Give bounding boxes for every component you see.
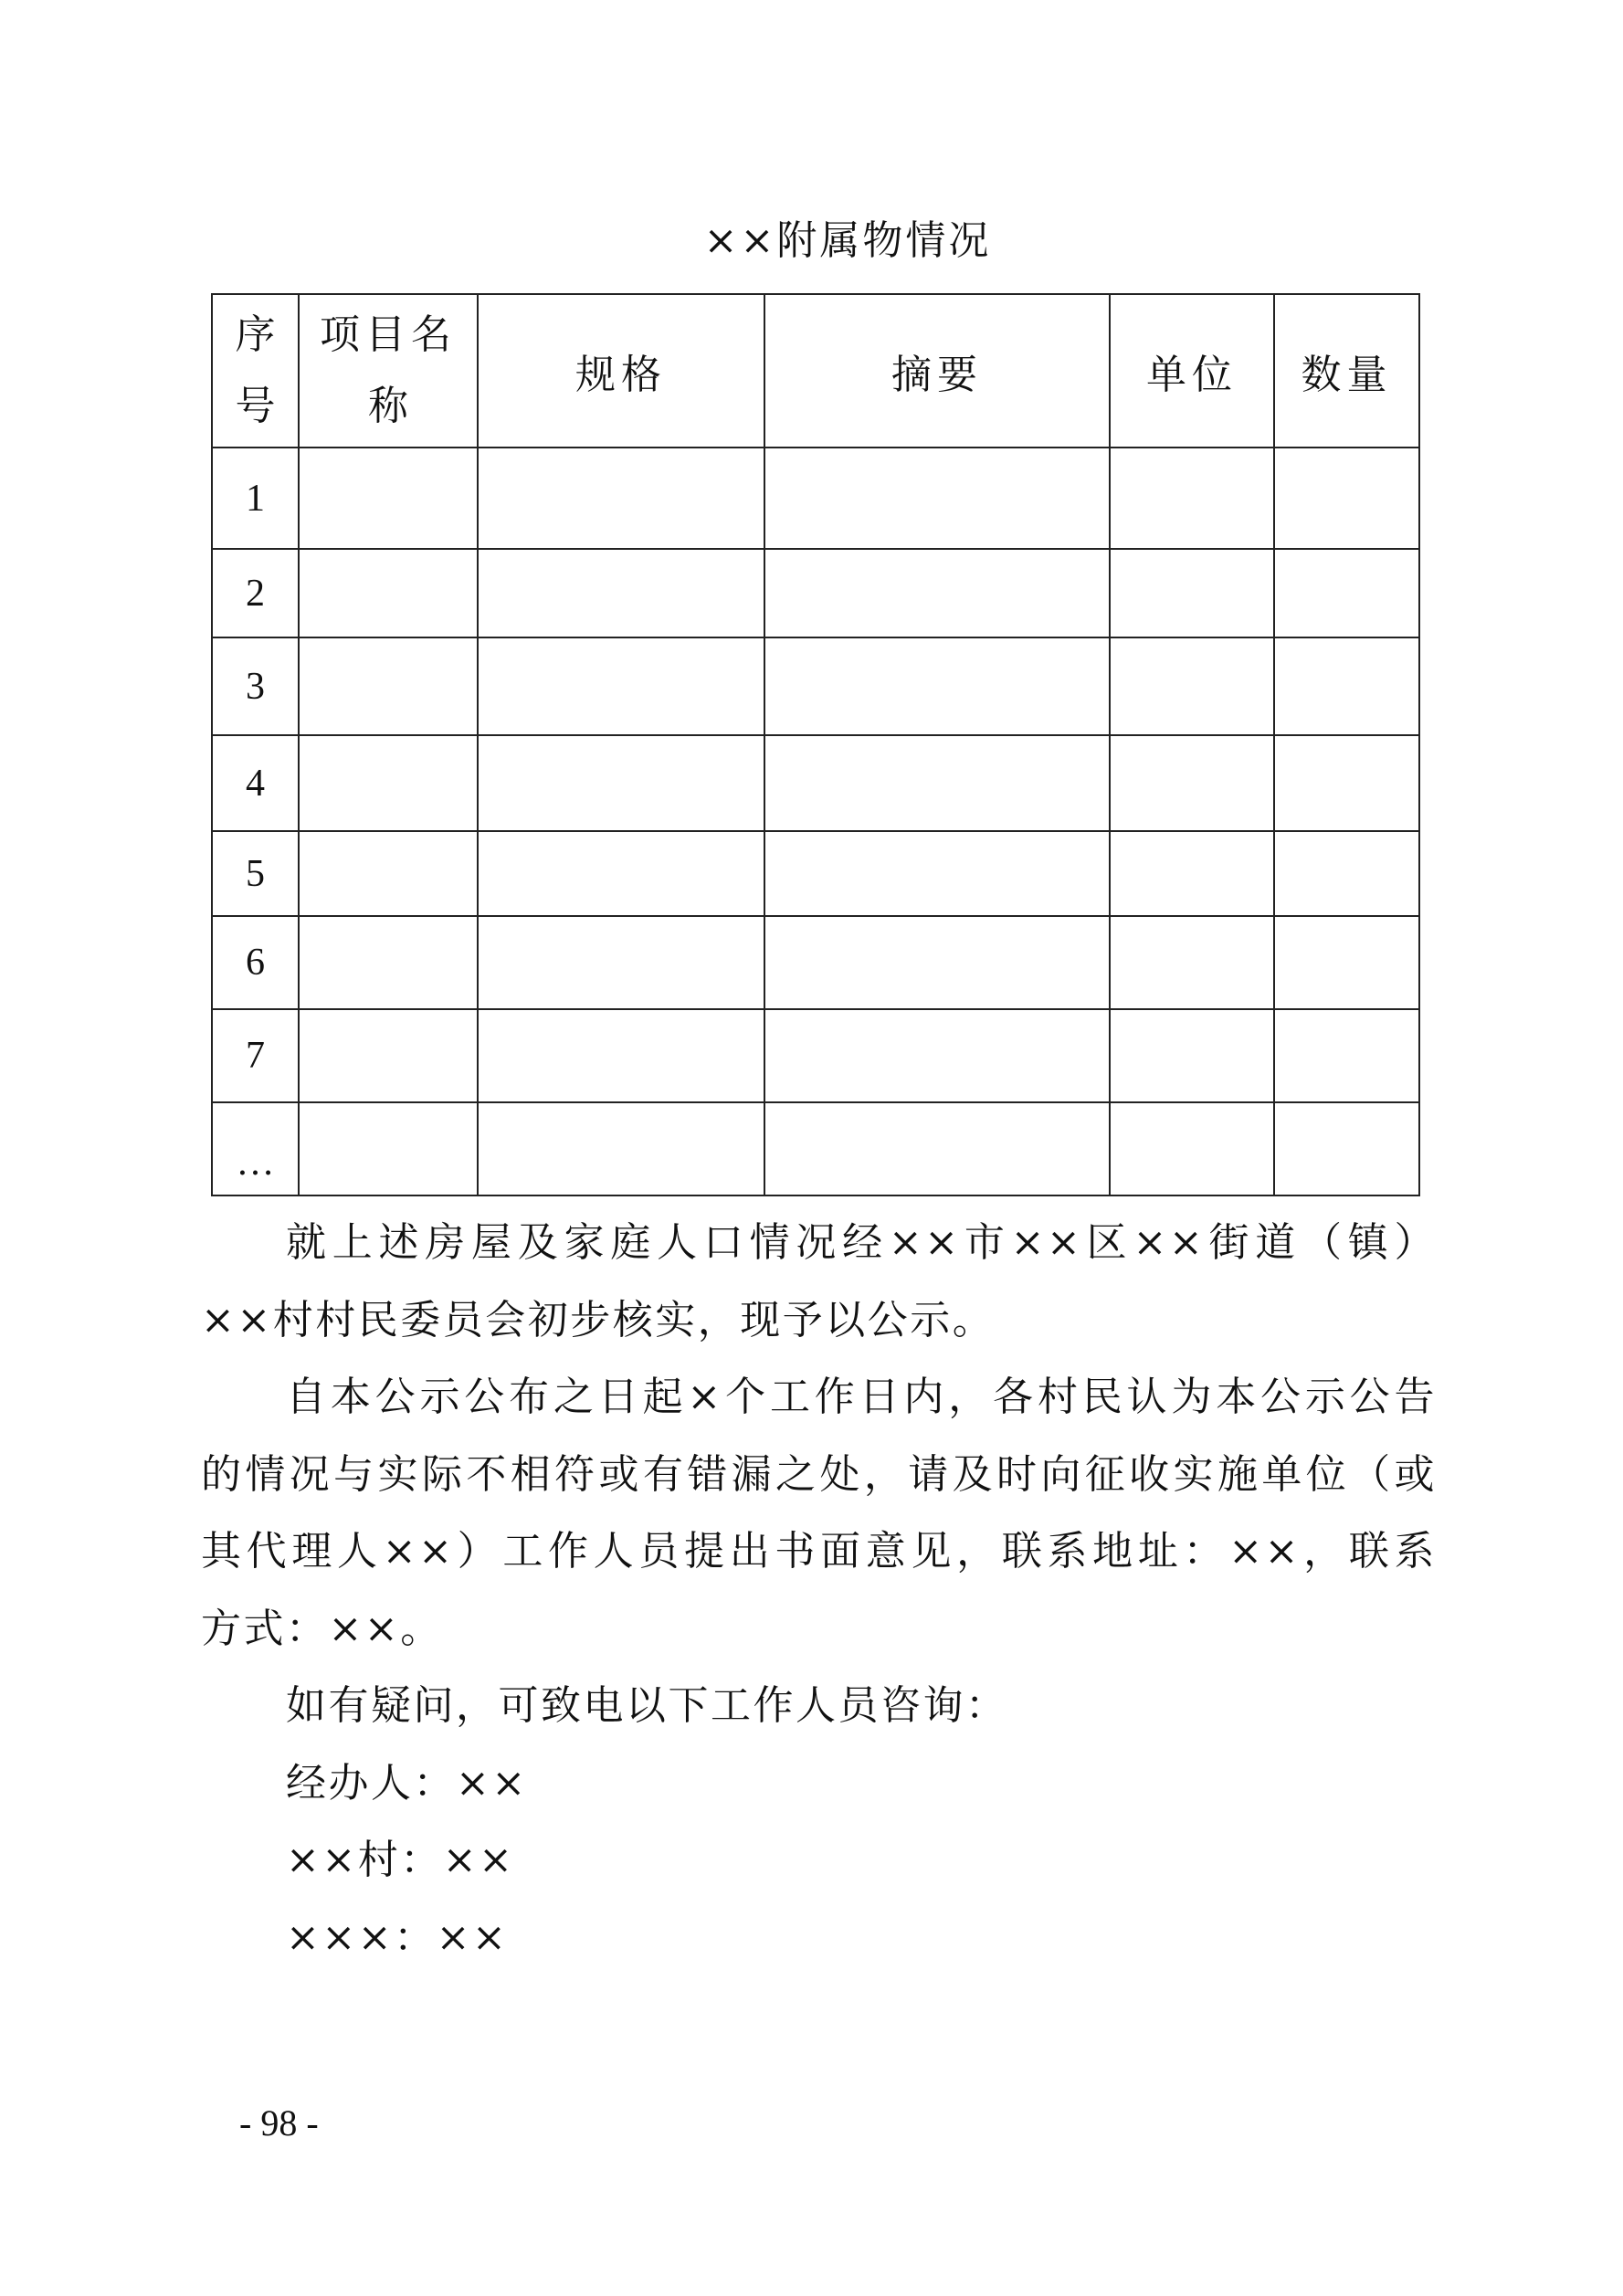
- paragraph-line: 的情况与实际不相符或有错漏之处，请及时向征收实施单位（或: [201, 1451, 1437, 1498]
- row-number: 2: [212, 549, 299, 637]
- row-number: 4: [212, 735, 299, 831]
- row-number: …: [212, 1102, 299, 1195]
- cell-specification: [478, 448, 764, 549]
- header-quantity: [1274, 294, 1419, 448]
- header-text: 摘要: [891, 352, 983, 398]
- table-row: [212, 549, 1419, 637]
- cell-summary: [764, 1102, 1110, 1195]
- header-item-name: [299, 294, 478, 448]
- cell-item-name: [299, 1102, 478, 1195]
- header-text: 单位: [1146, 352, 1238, 398]
- table-title: ××附属物情况: [703, 217, 992, 264]
- cell-item-name: [299, 549, 478, 637]
- cell-unit: [1110, 1009, 1274, 1102]
- paragraph-line: 就上述房屋及家庭人口情况经××市××区××街道（镇）: [286, 1219, 1437, 1266]
- header-text: 数量: [1301, 352, 1393, 398]
- cell-unit: [1110, 1102, 1274, 1195]
- header-text-line: 称: [368, 383, 408, 429]
- cell-summary: [764, 448, 1110, 549]
- cell-quantity: [1274, 735, 1419, 831]
- page-number: - 98 -: [239, 2102, 319, 2143]
- paragraph-line: 其代理人××）工作人员提出书面意见，联系地址：××，联系: [201, 1528, 1437, 1575]
- table-row: [212, 1102, 1419, 1195]
- row-number: 3: [212, 637, 299, 735]
- cell-summary: [764, 549, 1110, 637]
- cell-summary: [764, 637, 1110, 735]
- header-unit: [1110, 294, 1274, 448]
- cell-unit: [1110, 916, 1274, 1009]
- header-serial-number: [212, 294, 299, 448]
- attachments-table: [211, 293, 1420, 1196]
- cell-summary: [764, 1009, 1110, 1102]
- header-summary: [764, 294, 1110, 448]
- header-specification: [478, 294, 764, 448]
- cell-specification: [478, 1009, 764, 1102]
- paragraph-line: 方式：××。: [201, 1606, 443, 1652]
- row-number: 1: [212, 448, 299, 549]
- cell-specification: [478, 637, 764, 735]
- cell-item-name: [299, 831, 478, 916]
- cell-quantity: [1274, 1009, 1419, 1102]
- cell-unit: [1110, 549, 1274, 637]
- row-number: 5: [212, 831, 299, 916]
- row-number: 7: [212, 1009, 299, 1102]
- cell-unit: [1110, 735, 1274, 831]
- cell-item-name: [299, 735, 478, 831]
- paragraph-line: 如有疑问，可致电以下工作人员咨询：: [286, 1682, 1008, 1729]
- contact-line: ×××：××: [286, 1914, 509, 1961]
- header-text-line: 序: [235, 311, 276, 358]
- cell-quantity: [1274, 637, 1419, 735]
- table-row: [212, 916, 1419, 1009]
- cell-quantity: [1274, 916, 1419, 1009]
- cell-summary: [764, 916, 1110, 1009]
- cell-item-name: [299, 448, 478, 549]
- cell-quantity: [1274, 1102, 1419, 1195]
- table-row: [212, 448, 1419, 549]
- contact-line: 经办人：××: [286, 1760, 528, 1806]
- cell-quantity: [1274, 549, 1419, 637]
- header-text-line: 项目名: [320, 311, 457, 358]
- cell-item-name: [299, 1009, 478, 1102]
- cell-unit: [1110, 637, 1274, 735]
- cell-summary: [764, 831, 1110, 916]
- paragraph-line: ××村村民委员会初步核实，现予以公示。: [201, 1297, 996, 1343]
- cell-unit: [1110, 448, 1274, 549]
- table-row: [212, 735, 1419, 831]
- cell-unit: [1110, 831, 1274, 916]
- table-row: [212, 831, 1419, 916]
- header-text: 规格: [575, 352, 667, 398]
- paragraph-line: 自本公示公布之日起×个工作日内，各村民认为本公示公告: [286, 1374, 1437, 1420]
- cell-specification: [478, 735, 764, 831]
- cell-specification: [478, 831, 764, 916]
- cell-quantity: [1274, 448, 1419, 549]
- cell-specification: [478, 549, 764, 637]
- cell-quantity: [1274, 831, 1419, 916]
- table-row: [212, 637, 1419, 735]
- row-number: 6: [212, 916, 299, 1009]
- cell-summary: [764, 735, 1110, 831]
- cell-item-name: [299, 916, 478, 1009]
- cell-item-name: [299, 637, 478, 735]
- cell-specification: [478, 1102, 764, 1195]
- header-text-line: 号: [235, 383, 276, 429]
- cell-specification: [478, 916, 764, 1009]
- table-row: [212, 1009, 1419, 1102]
- contact-line: ××村：××: [286, 1837, 515, 1883]
- table-header-row: [212, 294, 1419, 448]
